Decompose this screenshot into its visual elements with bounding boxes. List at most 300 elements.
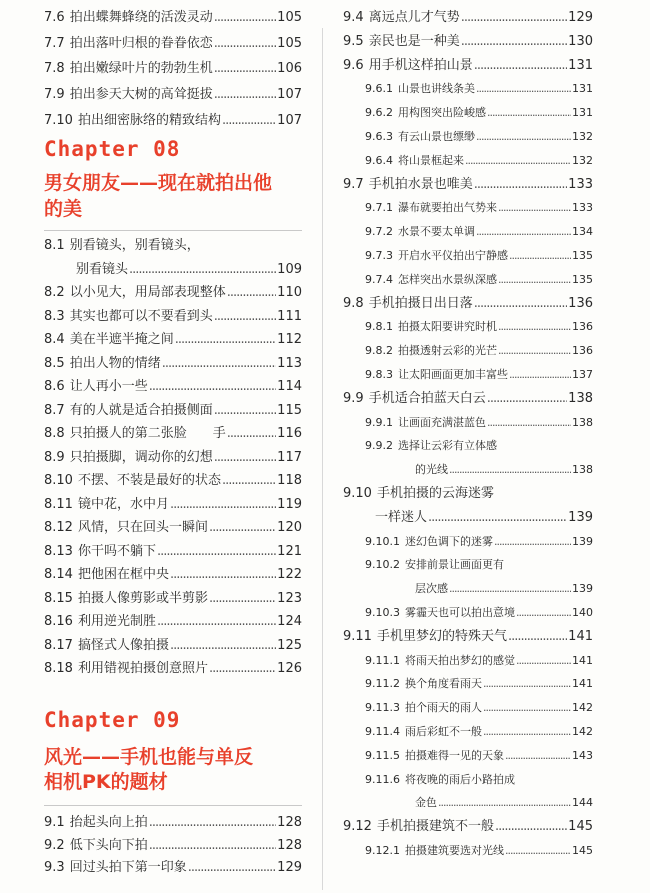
page-number: 128: [277, 815, 302, 830]
section-title: 拍出嫩绿叶片的勃勃生机: [69, 61, 213, 76]
section-number: 8.15: [44, 590, 73, 606]
section-title: 让画面充满湛蓝色: [398, 415, 486, 429]
chapter-title: 相机PK的题材: [44, 771, 168, 793]
section-title: 用手机这样拍山景: [368, 57, 473, 73]
page-number: 138: [572, 415, 593, 429]
section-number: 9.9.1: [365, 415, 393, 429]
toc-entry: [343, 486, 593, 502]
page-number: 118: [277, 473, 302, 488]
leader-dots: [227, 285, 276, 301]
page-number: 133: [568, 176, 593, 192]
page-number: 115: [277, 402, 302, 418]
toc-entry: [44, 356, 302, 372]
section-number: 9.12.1: [365, 844, 400, 857]
page-number: 114: [277, 379, 302, 394]
leader-dots: [498, 343, 571, 359]
leader-dots: [170, 497, 276, 513]
section-title-continued: 一样迷人: [375, 509, 428, 525]
toc-entry: [44, 332, 302, 348]
section-title: 将夜晚的雨后小路拍成: [405, 772, 515, 786]
section-title: 美在半遮半掩之间: [69, 332, 174, 347]
page-number: 141: [572, 677, 593, 691]
section-title: 利用逆光制胜: [77, 614, 156, 629]
section-number: 9.10.1: [365, 534, 400, 548]
section-title: 拍摄太阳要讲究时机: [398, 320, 497, 334]
page-number: 130: [568, 33, 593, 49]
toc-entry-continuation: [415, 462, 593, 478]
section-title: 拍出细密脉络的精致结构: [77, 113, 221, 128]
leader-dots: [505, 843, 571, 859]
section-title-continued: 的光线: [415, 463, 448, 477]
section-number: 7.10: [44, 113, 73, 128]
leader-dots: [428, 510, 567, 526]
page-number: 139: [572, 582, 593, 596]
toc-entry: [44, 36, 302, 52]
leader-dots: [476, 224, 571, 240]
section-number: 8.18: [44, 661, 73, 676]
leader-dots: [170, 638, 276, 654]
chapter-title: 的美: [44, 198, 83, 220]
leader-dots: [162, 356, 276, 372]
section-number: 9.11.5: [365, 748, 400, 762]
toc-entry: [365, 557, 593, 573]
section-number: 9.11.2: [365, 677, 400, 691]
section-title: 有云山景也缥缈: [398, 130, 475, 143]
chapter-rule: [44, 230, 302, 231]
section-title: 怎样突出水景纵深感: [398, 272, 497, 286]
section-number: 9.2: [44, 838, 65, 853]
leader-dots: [487, 391, 567, 407]
page-number: 135: [572, 272, 593, 286]
leader-dots: [214, 10, 276, 26]
leader-dots: [209, 591, 276, 607]
section-number: 9.10.3: [365, 606, 400, 619]
page-number: 133: [572, 201, 593, 215]
section-title: 只拍摄人的第二张脸 手: [69, 426, 226, 441]
section-title: 换个角度看雨天: [405, 677, 482, 691]
page-number: 131: [572, 82, 593, 96]
chapter-label: Chapter 09: [44, 708, 181, 732]
page-number: 126: [277, 661, 302, 676]
leader-dots: [474, 58, 567, 74]
section-number: 8.2: [44, 285, 65, 300]
page-number: 107: [277, 113, 302, 128]
section-title: 选择让云彩有立体感: [398, 439, 497, 453]
section-title: 拍摄人像剪影或半剪影: [77, 590, 208, 606]
section-title: 山景也讲线条美: [398, 82, 475, 96]
leader-dots: [487, 415, 571, 431]
section-number: 8.8: [44, 426, 65, 441]
section-title: 将雨天拍出梦幻的感觉: [405, 653, 515, 667]
leader-dots: [508, 629, 567, 645]
page-number: 136: [572, 320, 593, 334]
toc-entry: [44, 591, 302, 607]
toc-entry: [44, 638, 302, 654]
toc-entry: [44, 426, 302, 442]
section-number: 8.11: [44, 496, 73, 512]
toc-entry: [365, 415, 593, 431]
section-number: 7.8: [44, 61, 65, 76]
section-title: 镜中花，水中月: [77, 496, 169, 512]
toc-entry-continuation: [375, 510, 593, 526]
section-title: 手机拍摄的云海迷雾: [376, 486, 494, 501]
section-number: 8.1: [44, 238, 65, 253]
section-title: 把他困在框中央: [77, 567, 169, 582]
toc-entry: [343, 58, 593, 74]
section-title: 回过头拍下第一印象: [69, 860, 187, 875]
section-number: 9.11.1: [365, 653, 400, 667]
page-number: 129: [277, 860, 302, 875]
toc-entry: [44, 379, 302, 395]
toc-entry: [343, 34, 593, 50]
leader-dots: [465, 153, 571, 169]
section-number: 9.9: [343, 390, 364, 406]
section-title-continued: 别看镜头: [76, 261, 129, 277]
leader-dots: [214, 450, 276, 466]
section-title: 拍摄建筑要选对光线: [405, 844, 504, 857]
leader-dots: [498, 272, 571, 288]
leader-dots: [157, 614, 276, 630]
page-number: 144: [572, 796, 593, 810]
section-title: 低下头向下拍: [69, 838, 148, 853]
toc-entry: [44, 238, 302, 254]
leader-dots: [209, 661, 276, 677]
page-number: 138: [572, 463, 593, 477]
section-number: 9.10.2: [365, 558, 400, 572]
leader-dots: [487, 105, 571, 121]
page-number: 122: [277, 567, 302, 582]
toc-entry: [44, 815, 302, 831]
section-title: 水景不要太单调: [398, 225, 475, 239]
section-title: 让人再小一些: [69, 379, 148, 394]
toc-entry: [365, 105, 593, 121]
section-number: 7.7: [44, 36, 65, 51]
section-number: 8.6: [44, 379, 65, 394]
toc-entry-continuation: [415, 581, 593, 597]
section-title: 拍出落叶归根的眷眷依恋: [69, 36, 213, 51]
section-number: 8.7: [44, 402, 65, 418]
leader-dots: [149, 838, 276, 854]
section-number: 9.1: [44, 815, 65, 830]
leader-dots: [483, 700, 571, 716]
toc-entry: [365, 748, 593, 764]
section-title: 以小见大，用局部表现整体: [69, 285, 226, 300]
toc-entry: [343, 629, 593, 645]
page-number: 105: [277, 36, 302, 51]
page-number: 137: [572, 368, 593, 381]
page-number: 143: [572, 748, 593, 762]
page-number: 134: [572, 225, 593, 239]
toc-entry: [44, 309, 302, 325]
section-title-continued: 金色: [415, 796, 437, 810]
toc-entry: [365, 700, 593, 716]
leader-dots: [498, 200, 571, 216]
section-number: 8.16: [44, 614, 73, 629]
page-number: 140: [572, 606, 593, 619]
section-number: 9.7.4: [365, 272, 393, 286]
leader-dots: [483, 724, 571, 740]
page-number: 131: [572, 106, 593, 120]
toc-entry: [365, 605, 593, 621]
section-number: 9.6.2: [365, 106, 393, 120]
toc-entry: [365, 129, 593, 145]
section-number: 9.9.2: [365, 439, 393, 453]
toc-entry: [343, 177, 593, 193]
chapter-title: 风光——手机也能与单反: [44, 746, 254, 768]
section-number: 9.11.3: [365, 701, 400, 715]
section-number: 9.6.1: [365, 82, 393, 96]
toc-entry: [365, 224, 593, 240]
section-number: 9.6.4: [365, 153, 393, 167]
leader-dots: [516, 605, 571, 621]
leader-dots: [209, 520, 276, 536]
leader-dots: [509, 248, 571, 264]
toc-entry: [365, 200, 593, 216]
page-number: 136: [568, 295, 593, 311]
leader-dots: [188, 860, 276, 876]
section-number: 8.12: [44, 520, 73, 535]
page-number: 117: [277, 449, 302, 465]
section-number: 8.13: [44, 543, 73, 559]
page-number: 123: [277, 590, 302, 606]
leader-dots: [461, 10, 567, 26]
section-number: 8.14: [44, 567, 73, 582]
leader-dots: [214, 309, 276, 325]
toc-entry: [343, 10, 593, 26]
section-number: 9.4: [343, 10, 364, 25]
page-number: 142: [572, 701, 593, 715]
leader-dots: [222, 113, 276, 129]
page-number: 142: [572, 725, 593, 738]
page-number: 107: [277, 87, 302, 102]
page-number: 128: [277, 838, 302, 853]
leader-dots: [498, 319, 571, 335]
section-number: 9.8: [343, 295, 364, 311]
section-title: 手机拍摄建筑不一般: [376, 819, 494, 835]
toc-entry: [365, 367, 593, 383]
leader-dots: [214, 36, 276, 52]
leader-dots: [214, 61, 276, 77]
page-number: 139: [568, 509, 593, 525]
section-title: 开启水平仪拍出宁静感: [398, 249, 508, 262]
section-title: 拍个雨天的雨人: [405, 701, 482, 715]
section-number: 9.8.2: [365, 344, 393, 358]
leader-dots: [461, 34, 567, 50]
section-title: 安排前景让画面更有: [405, 558, 504, 572]
toc-entry: [365, 343, 593, 359]
page-number: 131: [568, 57, 593, 73]
section-number: 9.5: [343, 33, 364, 49]
section-number: 9.7.1: [365, 201, 393, 215]
toc-entry-continuation: [415, 795, 593, 811]
section-title: 亲民也是一种美: [368, 33, 460, 49]
section-title: 手机拍水景也唯美: [368, 176, 473, 192]
page-number: 119: [277, 496, 302, 512]
leader-dots: [494, 534, 571, 550]
leader-dots: [449, 462, 571, 478]
section-number: 9.11.6: [365, 772, 400, 786]
leader-dots: [509, 367, 571, 383]
page-number: 129: [568, 10, 593, 25]
section-title: 让太阳画面更加丰富些: [398, 368, 508, 381]
section-title: 只拍摄脚，调动你的幻想: [69, 449, 213, 465]
section-number: 9.7.2: [365, 225, 393, 239]
page-number: 135: [572, 249, 593, 262]
section-title: 迷幻色调下的迷雾: [405, 534, 493, 548]
leader-dots: [476, 129, 571, 145]
toc-entry: [365, 653, 593, 669]
section-number: 9.8.1: [365, 320, 393, 334]
toc-entry: [365, 534, 593, 550]
section-title: 拍摄难得一见的天象: [405, 748, 504, 762]
leader-dots: [474, 296, 567, 312]
toc-entry-continuation: [76, 262, 302, 278]
toc-entry: [44, 285, 302, 301]
section-title: 拍出人物的情绪: [69, 355, 161, 371]
section-title: 拍摄透射云彩的光芒: [398, 344, 497, 358]
toc-entry: [44, 450, 302, 466]
section-number: 8.5: [44, 355, 65, 371]
section-number: 9.6.3: [365, 130, 393, 143]
toc-entry: [343, 819, 593, 835]
section-title: 瀑布就要拍出气势来: [398, 201, 497, 215]
section-title: 雾霾天也可以拍出意境: [405, 606, 515, 619]
leader-dots: [149, 379, 276, 395]
toc-entry: [365, 843, 593, 859]
page-number: 132: [572, 130, 593, 143]
page-number: 132: [572, 153, 593, 167]
page-number: 138: [568, 390, 593, 406]
toc-entry: [365, 676, 593, 692]
section-title: 别看镜头，别看镜头，: [69, 238, 200, 253]
leader-dots: [483, 676, 571, 692]
leader-dots: [170, 567, 276, 583]
section-title: 有的人就是适合拍摄侧面: [69, 402, 213, 418]
toc-entry: [44, 567, 302, 583]
leader-dots: [495, 819, 567, 835]
section-number: 9.11: [343, 628, 372, 644]
page-number: 120: [277, 520, 302, 535]
column-divider: [322, 28, 323, 890]
toc-entry: [44, 113, 302, 129]
section-number: 8.4: [44, 332, 65, 347]
toc-entry: [365, 272, 593, 288]
toc-entry: [44, 10, 302, 26]
section-title: 其实也都可以不要看到头: [69, 308, 213, 324]
toc-entry: [343, 296, 593, 312]
page-number: 106: [277, 61, 302, 76]
leader-dots: [505, 748, 571, 764]
section-number: 8.10: [44, 473, 73, 488]
toc-entry: [44, 403, 302, 419]
toc-entry: [365, 438, 593, 454]
toc-entry: [365, 153, 593, 169]
section-title: 利用错视拍摄创意照片: [77, 661, 208, 676]
page-number: 141: [568, 628, 593, 644]
section-number: 8.9: [44, 449, 65, 465]
leader-dots: [449, 581, 571, 597]
section-number: 9.8.3: [365, 368, 393, 381]
section-number: 9.12: [343, 819, 372, 835]
chapter-title: 男女朋友——现在就拍出他: [44, 172, 273, 194]
toc-entry: [44, 544, 302, 560]
section-title: 拍出蝶舞蜂绕的活泼灵动: [69, 10, 213, 25]
section-title: 风情，只在回头一瞬间: [77, 520, 208, 535]
leader-dots: [474, 177, 567, 193]
section-number: 9.11.4: [365, 725, 400, 738]
section-number: 9.6: [343, 57, 364, 73]
toc-entry: [44, 497, 302, 513]
leader-dots: [227, 426, 276, 442]
toc-entry: [343, 391, 593, 407]
page-number: 116: [277, 426, 302, 441]
section-title: 手机拍摄日出日落: [368, 295, 473, 311]
section-number: 9.7.3: [365, 249, 393, 262]
section-title: 不摆、不装是最好的状态: [77, 473, 221, 488]
page-number: 141: [572, 653, 593, 667]
section-title: 手机适合拍蓝天白云: [368, 390, 486, 406]
section-title: 雨后彩虹不一般: [405, 725, 482, 738]
page-number: 111: [277, 308, 302, 324]
page-number: 121: [277, 543, 302, 559]
leader-dots: [516, 653, 571, 669]
section-title: 抬起头向上拍: [69, 815, 148, 830]
toc-entry: [44, 860, 302, 876]
page-number: 125: [277, 637, 302, 653]
section-title: 你干吗不躺下: [77, 543, 156, 559]
page-number: 136: [572, 344, 593, 358]
toc-entry: [44, 520, 302, 536]
leader-dots: [175, 332, 276, 348]
toc-entry: [365, 319, 593, 335]
section-title: 离远点儿才气势: [368, 10, 460, 25]
leader-dots: [129, 262, 276, 278]
leader-dots: [157, 544, 276, 560]
section-title: 手机里梦幻的特殊天气: [376, 628, 507, 644]
toc-entry: [365, 81, 593, 97]
leader-dots: [222, 473, 276, 489]
section-number: 9.3: [44, 860, 65, 875]
leader-dots: [214, 87, 276, 103]
section-number: 9.10: [343, 486, 372, 501]
page-number: 110: [277, 285, 302, 300]
section-number: 7.6: [44, 10, 65, 25]
chapter-label: Chapter 08: [44, 137, 181, 161]
toc-entry: [44, 838, 302, 854]
section-title: 用构图突出险峻感: [398, 106, 486, 120]
leader-dots: [214, 403, 276, 419]
page-number: 109: [277, 261, 302, 277]
section-title-continued: 层次感: [415, 582, 448, 596]
section-title: 搞怪式人像拍摄: [77, 637, 169, 653]
page-number: 113: [277, 355, 302, 371]
leader-dots: [476, 81, 571, 97]
section-number: 8.3: [44, 308, 65, 324]
page-number: 124: [277, 614, 302, 629]
page-number: 145: [568, 819, 593, 835]
chapter-rule: [44, 805, 302, 806]
page-number: 112: [277, 332, 302, 347]
leader-dots: [438, 795, 571, 811]
toc-entry: [44, 614, 302, 630]
page-number: 139: [572, 534, 593, 548]
toc-entry: [365, 724, 593, 740]
toc-entry: [365, 772, 593, 788]
toc-entry: [44, 473, 302, 489]
section-title: 拍出参天大树的高耸挺拔: [69, 87, 213, 102]
section-number: 7.9: [44, 87, 65, 102]
section-number: 8.17: [44, 637, 73, 653]
